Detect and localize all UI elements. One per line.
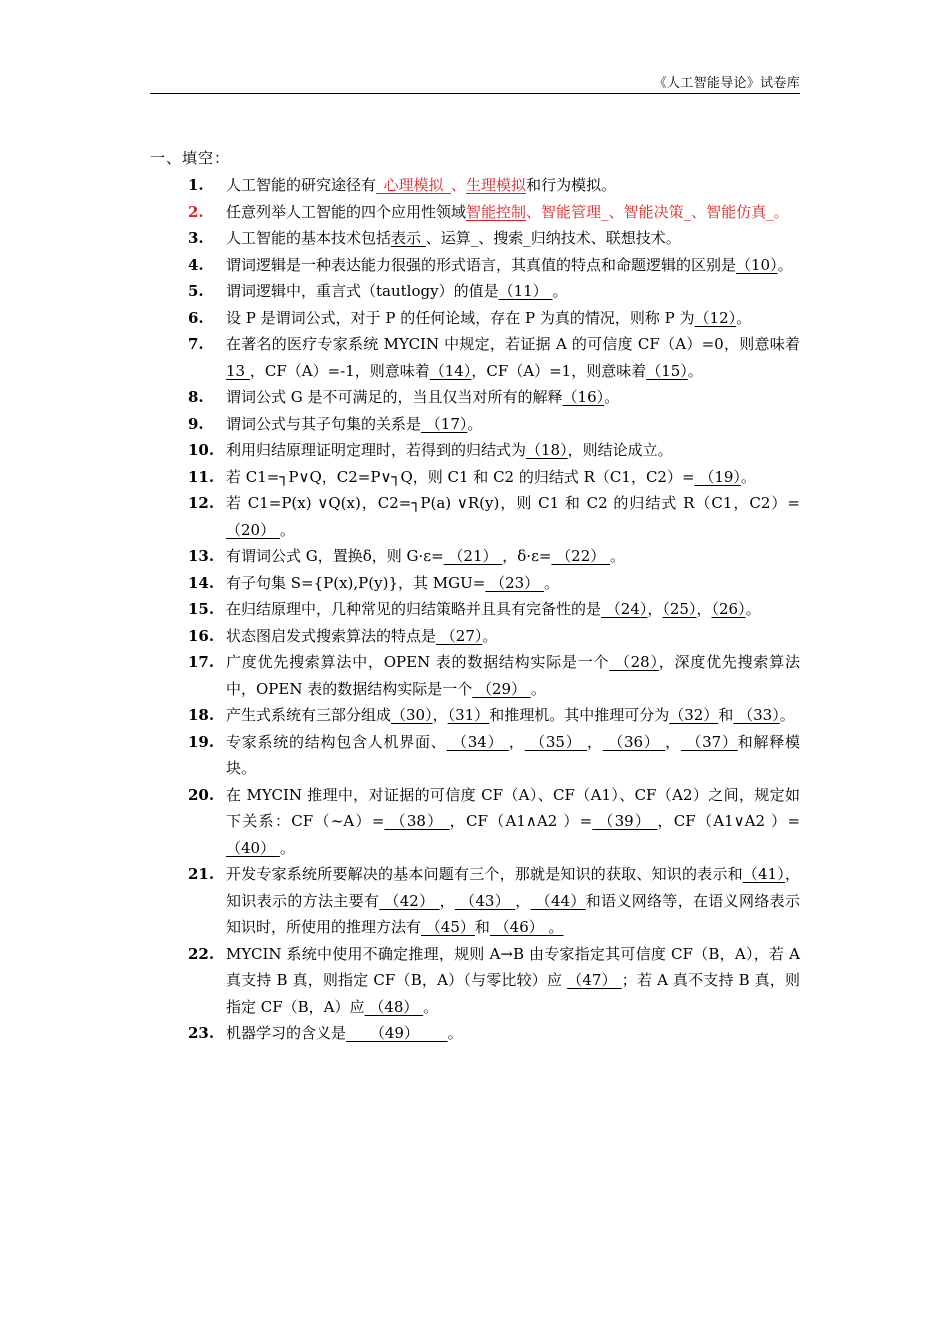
answer-blank: （17） (421, 414, 468, 433)
text-segment: 人工智能的研究途径有 (226, 176, 377, 194)
answer-blank: （43） (454, 891, 516, 910)
answer-blank: （47） (567, 971, 622, 989)
text-segment: 若 C1=P(x) ∨Q(x)，C2=┐P(a) ∨R(y)，则 C1 和 C2 的归结式 R（C1，C2）= (226, 494, 800, 512)
question-number: 5. (188, 282, 204, 300)
question-text (226, 570, 800, 597)
text-segment: 。 (279, 520, 295, 539)
text-segment: 开发专家系统所要解决的基本问题有三个，那就是知识的获取、知识的表示和 (226, 865, 743, 883)
question-15 (188, 596, 800, 623)
text-segment: 和推理机。其中推理可分为 (489, 706, 670, 724)
question-text (226, 172, 800, 199)
text-segment: ， (439, 891, 455, 910)
text-segment: ， (586, 732, 603, 751)
question-text (226, 464, 800, 491)
text-segment: 谓词公式 G 是不可满足的，当且仅当对所有的解释 (226, 388, 563, 406)
question-number: 1. (188, 176, 204, 194)
page-header (150, 76, 800, 94)
text-segment: 谓词逻辑是一种表达能力很强的形式语言，其真值的特点和命题逻辑的区别是 (226, 255, 737, 274)
question-text (226, 199, 800, 226)
text-segment: ， (665, 732, 681, 751)
answer-blank: （24） (601, 600, 648, 618)
question-21 (188, 861, 800, 941)
question-text (226, 384, 800, 411)
answer-blank: （31） (447, 706, 490, 724)
question-1 (188, 172, 800, 199)
text-segment: 广度优先搜索算法中，OPEN 表的数据结构实际是一个 (226, 653, 610, 671)
answer-blank: （14） (429, 361, 472, 380)
text-segment: 、 (608, 202, 624, 221)
answer-blank: （22） (551, 547, 611, 565)
question-4 (188, 252, 800, 279)
text-segment: ，CF（A）=-1，则意味着 (249, 361, 430, 380)
answer-blank: （28） (609, 653, 659, 671)
question-text (226, 305, 800, 332)
answer-blank: （49） (346, 1024, 448, 1042)
text-segment: 利用归结原理证明定理时，若得到的归结式为 (226, 441, 527, 459)
text-segment: 和解释模块。 (226, 732, 800, 777)
answer-blank: （35） (524, 732, 587, 751)
answer-blank: （26） (711, 600, 746, 618)
answer-blank: 智能决策_ (623, 202, 692, 221)
text-segment: ， (508, 732, 525, 751)
question-number: 3. (188, 229, 204, 247)
question-number: 4. (188, 255, 204, 274)
text-segment: 。 (423, 997, 439, 1016)
answer-blank: （19） (694, 467, 741, 486)
question-text (226, 782, 800, 862)
question-number: 2. (188, 202, 204, 221)
question-19 (188, 729, 800, 782)
text-segment: 。 (604, 388, 620, 406)
answer-blank: （44） (530, 891, 586, 910)
question-23 (188, 1020, 800, 1047)
text-segment: 和 (718, 706, 734, 724)
answer-blank: （41） (742, 865, 785, 883)
answer-blank: （12） (694, 308, 737, 327)
answer-blank: （40） (226, 838, 280, 857)
question-list (188, 172, 800, 1047)
answer-blank: （20） (226, 520, 280, 539)
text-segment: 。 (610, 547, 626, 565)
question-text (226, 411, 800, 438)
question-number: 23. (188, 1024, 215, 1042)
question-number: 15. (188, 600, 215, 618)
text-segment: 任意列举人工智能的四个应用性领域 (226, 202, 467, 221)
text-segment: 。 (687, 361, 703, 380)
question-22 (188, 941, 800, 1021)
text-segment: ，CF（A）=1，则意味着 (471, 361, 647, 380)
question-5 (188, 278, 800, 305)
answer-blank: （32） (669, 706, 719, 724)
text-segment: 若 C1=┐P∨Q，C2=P∨┐Q，则 C1 和 C2 的归结式 R（C1，C2）= (226, 467, 695, 486)
text-segment: 。 (736, 308, 752, 327)
question-number: 20. (188, 785, 215, 804)
text-segment: 、 (691, 202, 707, 221)
answer-blank: 生理模拟 (466, 176, 527, 194)
question-18 (188, 702, 800, 729)
text-segment: ，CF（A1∨A2 ）= (657, 812, 801, 830)
text-segment: 。 (447, 1024, 463, 1042)
text-segment: 。 (530, 679, 546, 698)
text-segment: 。 (467, 414, 483, 433)
text-segment: 和行为模拟。 (526, 176, 617, 194)
answer-blank: （27） (436, 626, 483, 645)
answer-blank: （18） (526, 441, 568, 459)
question-9 (188, 411, 800, 438)
question-3 (188, 225, 800, 252)
text-segment: ，则结论成立。 (567, 441, 673, 459)
question-text (226, 649, 800, 702)
text-segment: MYCIN 系统中使用不确定推理，规则 A→B 由专家指定其可信度 CF（B，A），若 A 真支持 B 真，则指定 CF（B，A）（与零比较）应 (226, 944, 800, 989)
question-text (226, 596, 800, 623)
answer-blank: 智能控制 (466, 202, 527, 221)
question-number: 10. (188, 441, 215, 459)
text-segment: ，知识表示的方法主要有 (226, 865, 800, 910)
answer-blank: （38） (384, 812, 450, 830)
question-number: 12. (188, 494, 215, 512)
question-20 (188, 782, 800, 862)
text-segment: 谓词公式与其子句集的关系是 (226, 414, 422, 433)
text-segment: 和语义网络等，在语义网络表示知识时，所使用的推理方法有 (226, 891, 800, 936)
question-12 (188, 490, 800, 543)
answer-blank: （23） (485, 573, 544, 592)
question-text (226, 861, 800, 941)
text-segment: 产生式系统有三部分组成 (226, 706, 392, 724)
question-text (226, 278, 800, 305)
text-segment: 。 (779, 706, 795, 724)
answer-blank: 表示 (391, 229, 426, 247)
text-segment: 。 (552, 282, 568, 300)
text-segment: 在 MYCIN 推理中，对证据的可信度 CF（A）、CF（A1）、CF（A2）之间，规定如下关系：CF（~A）= (226, 785, 800, 830)
question-text (226, 1020, 800, 1047)
answer-blank: （45） (421, 918, 475, 936)
question-text (226, 252, 800, 279)
question-6 (188, 305, 800, 332)
text-segment: ， (647, 600, 663, 618)
text-segment: 设 P 是谓词公式，对于 P 的任何论域，存在 P 为真的情况，则称 P 为 (226, 308, 695, 327)
text-segment: ，δ·ε= (502, 547, 552, 565)
text-segment: 、运算_、搜索_归纳技术、联想技术。 (425, 229, 681, 247)
text-segment: 在归结原理中，几种常见的归结策略并且具有完备性的是 (226, 600, 602, 618)
text-segment: ， (432, 706, 448, 724)
question-11 (188, 464, 800, 491)
answer-blank: （42） (379, 891, 440, 910)
question-number: 21. (188, 865, 215, 883)
text-segment: ，CF（A1∧A2 ）= (449, 812, 593, 830)
question-number: 6. (188, 308, 204, 327)
text-segment: 专家系统的结构包含人机界面、 (226, 732, 447, 751)
answer-blank: （33） (733, 706, 780, 724)
question-number: 9. (188, 414, 204, 433)
text-segment: 。 (543, 573, 559, 592)
text-segment: 有子句集 S={P(x),P(y)}，其 MGU= (226, 573, 486, 592)
question-8 (188, 384, 800, 411)
question-text (226, 225, 800, 252)
text-segment: 。 (482, 626, 498, 645)
answer-blank: （36） (602, 732, 666, 751)
question-text (226, 702, 800, 729)
text-segment: 。 (279, 838, 295, 857)
text-segment: 。 (740, 467, 756, 486)
answer-blank: _心理模拟_ (376, 176, 452, 194)
answer-blank: （34） (446, 732, 509, 751)
question-16 (188, 623, 800, 650)
header-title: 《人工智能导论》试卷库 (653, 76, 800, 91)
answer-blank: （37） (680, 732, 738, 751)
question-number: 18. (188, 706, 215, 724)
question-text (226, 543, 800, 570)
question-text (226, 331, 800, 384)
question-text (226, 623, 800, 650)
question-13 (188, 543, 800, 570)
text-segment: ， (696, 600, 712, 618)
text-segment: 机器学习的含义是 (226, 1024, 347, 1042)
text-segment: 有谓词公式 G，置换δ，则 G·ε= (226, 547, 444, 565)
text-segment: 。 (745, 600, 761, 618)
text-segment: 谓词逻辑中，重言式（tautlogy）的值是 (226, 282, 499, 300)
text-segment: ， (515, 891, 531, 910)
text-segment: 。 (777, 255, 793, 274)
answer-blank: （16） (562, 388, 605, 406)
text-segment: 、 (526, 202, 542, 221)
question-number: 13. (188, 547, 215, 565)
answer-blank: （30） (391, 706, 433, 724)
answer-blank: 智能仿真_ (706, 202, 774, 221)
question-text (226, 729, 800, 782)
question-7 (188, 331, 800, 384)
question-number: 8. (188, 388, 204, 406)
answer-blank: （10） (736, 255, 778, 274)
text-segment: 状态图启发式搜索算法的特点是 (226, 626, 437, 645)
answer-blank: 智能管理_ (541, 202, 609, 221)
section-title: 一、填空： (150, 149, 231, 167)
answer-blank: （21） (443, 547, 503, 565)
answer-blank: （48） (364, 997, 424, 1016)
answer-blank: （25） (662, 600, 697, 618)
answer-blank: （11） (498, 282, 553, 300)
text-segment: ，深度优先搜索算法中，OPEN 表的数据结构实际是一个 (226, 653, 800, 698)
question-2 (188, 199, 800, 226)
question-14 (188, 570, 800, 597)
text-segment: 、 (451, 176, 467, 194)
answer-blank: （46） 。 (489, 918, 564, 936)
question-text (226, 490, 800, 543)
text-segment: 人工智能的基本技术包括 (226, 229, 392, 247)
text-segment: ；若 A 真不支持 B 真，则指定 CF（B，A）应 (226, 971, 800, 1016)
answer-blank: （15） (646, 361, 688, 380)
answer-blank: 13 (226, 361, 250, 380)
question-number: 19. (188, 732, 215, 751)
question-17 (188, 649, 800, 702)
answer-blank: （29） (472, 679, 531, 698)
answer-blank: （39） (592, 812, 658, 830)
question-number: 17. (188, 653, 215, 671)
question-number: 16. (188, 626, 215, 645)
question-number: 7. (188, 335, 204, 353)
question-number: 14. (188, 573, 215, 592)
question-text (226, 437, 800, 464)
question-10 (188, 437, 800, 464)
text-segment: 和 (474, 918, 490, 936)
question-number: 11. (188, 467, 215, 486)
text-segment: 。 (773, 202, 789, 221)
question-text (226, 941, 800, 1021)
text-segment: 在著名的医疗专家系统 MYCIN 中规定，若证据 A 的可信度 CF（A）=0，则意味着 (226, 335, 800, 353)
question-number: 22. (188, 944, 215, 963)
